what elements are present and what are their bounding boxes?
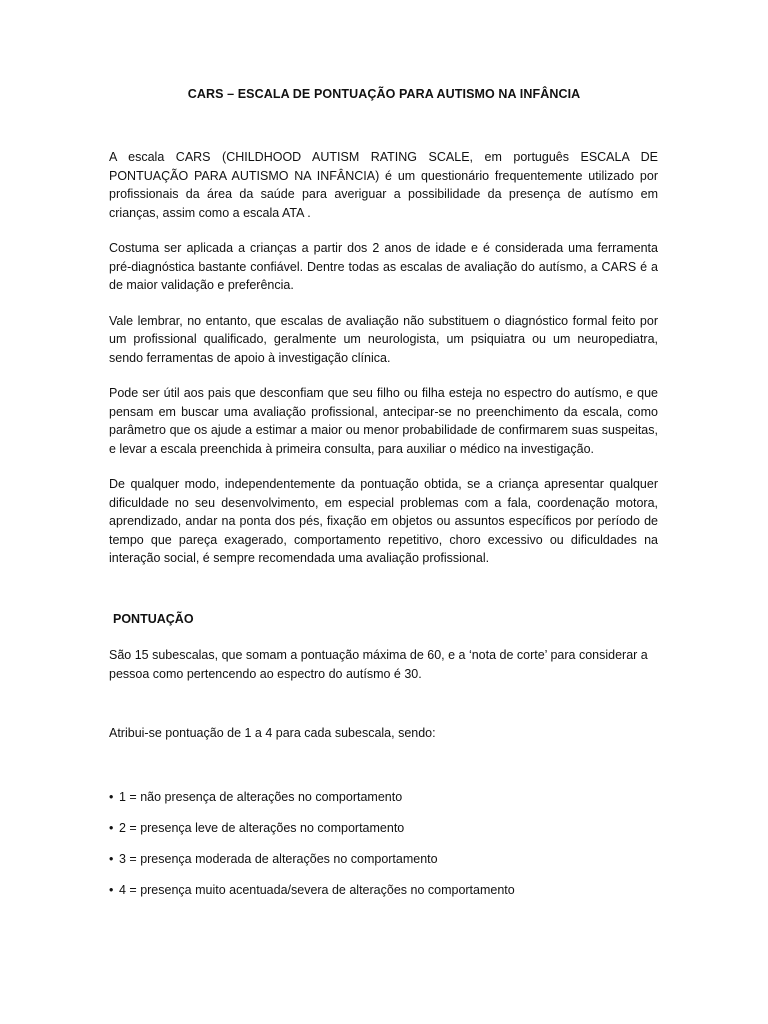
document-title: CARS – ESCALA DE PONTUAÇÃO PARA AUTISMO NA INFÂNCIA [187,87,581,101]
paragraph: Costuma ser aplicada a crianças a partir dos 2 anos de idade e é considerada uma ferramenta pré-diagnóstica bastante confiável. Dentre todas as escalas de avaliação do autísmo, a CARS é a de maior validação e preferência. [109,241,658,292]
list-item-text: 3 = presença moderada de alterações no comportamento [119,852,438,866]
paragraph: A escala CARS (CHILDHOOD AUTISM RATING SCALE, em português ESCALA DE PONTUAÇÃO PARA AUTISMO NA INFÂNCIA) é um questionário frequentemente utilizado por profissionais da área da saúde para averiguar a possibilidade da presença de autísmo em crianças, assim como a escala ATA . [109,150,658,220]
list-item [109,850,515,881]
intro-section [109,148,658,568]
section-heading: PONTUAÇÃO [113,612,194,626]
bullet-icon: • [109,790,114,804]
bullet-icon: • [109,883,114,897]
paragraph: De qualquer modo, independentemente da pontuação obtida, se a criança apresentar qualquer dificuldade no seu desenvolvimento, em especial problemas com a fala, coordenação motora, aprendizado, andar na ponta dos pés, fixação em objetos ou assuntos específicos por período de tempo que pareça exagerado, comportamento repetitivo, choro excessivo ou dificuldades na interação social, é sempre recomendada uma avaliação profissional. [109,477,658,565]
bullet-icon: • [109,821,114,835]
score-paragraph: São 15 subescalas, que somam a pontuação máxima de 60, e a ‘nota de corte’ para considerar a pessoa como pertencendo ao espectro do autísmo é 30. [109,648,648,681]
list-item-text: 4 = presença muito acentuada/severa de alterações no comportamento [119,883,515,897]
paragraph: Vale lembrar, no entanto, que escalas de avaliação não substituem o diagnóstico formal feito por um profissional qualificado, geralmente um neurologista, um psiquiatra ou um neuropediatra, sendo ferramentas de apoio à investigação clínica. [109,313,658,365]
score-list [109,788,515,912]
list-item-text: 1 = não presença de alterações no comportamento [119,790,403,804]
list-item [109,788,515,819]
list-item [109,881,515,912]
paragraph: Pode ser útil aos pais que desconfiam que seu filho ou filha esteja no espectro do autísmo, e que pensam em buscar uma avaliação profissional, antecipar-se no preenchimento da escala, como parâmetro que os ajude a estimar a maior ou menor probabilidade de confirmarem suas suspeitas, e levar a escala preenchida à primeira consulta, para auxiliar o médico na investigação. [109,386,658,456]
attribution-line: Atribui-se pontuação de 1 a 4 para cada subescala, sendo: [109,726,436,740]
list-item-text: 2 = presença leve de alterações no comportamento [119,821,405,835]
bullet-icon: • [109,852,114,866]
list-item [109,819,515,850]
